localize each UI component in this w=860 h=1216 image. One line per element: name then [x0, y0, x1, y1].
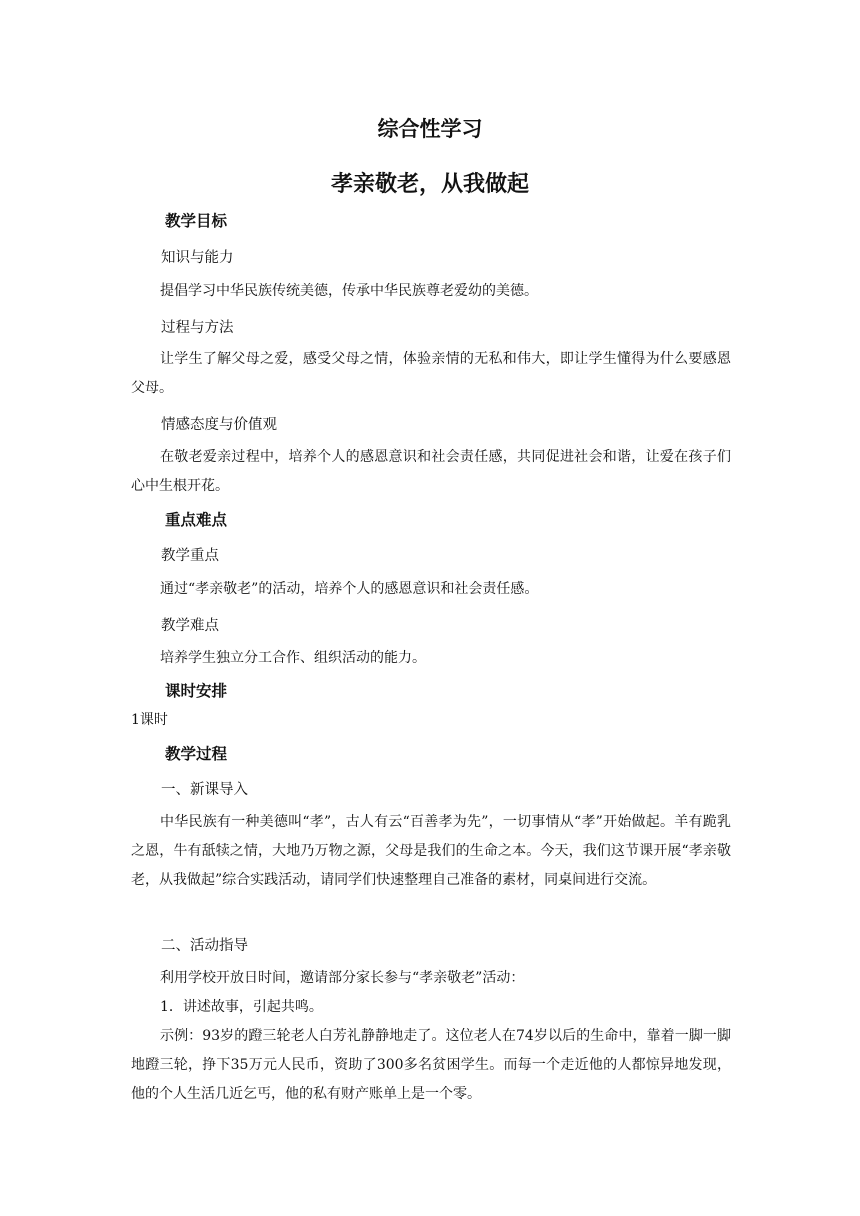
subheading-intro: 一、新课导入 [161, 782, 248, 798]
subheading-key: 教学重点 [161, 548, 219, 564]
subheading-guide: 二、活动指导 [161, 938, 248, 954]
page-subtitle: 孝亲敬老，从我做起 [330, 172, 529, 197]
subheading-knowledge: 知识与能力 [161, 250, 234, 266]
subheading-attitude: 情感态度与价值观 [161, 417, 277, 433]
paragraph-knowledge: 提倡学习中华民族传统美德，传承中华民族尊老爱幼的美德。 [160, 283, 538, 299]
paragraph-key: 通过“孝亲敬老”的活动，培养个人的感恩意识和社会责任感。 [160, 581, 539, 597]
paragraph-example: 示例：93岁的蹬三轮老人白芳礼静静地走了。这位老人在74岁以后的生命中，靠着一脚一脚地蹬三轮，挣下35万元人民币，资助了300多名贫困学生。而每一个走近他的人都惊异地发现，他的个人生活几近乞丐，他的私有财产账单上是一个零。 [131, 1028, 731, 1102]
section-heading-process: 教学过程 [165, 745, 228, 763]
subheading-difficult: 教学难点 [161, 618, 219, 634]
paragraph-attitude: 在敬老爱亲过程中，培养个人的感恩意识和社会责任感，共同促进社会和谐，让爱在孩子们心中生根开花。 [131, 449, 731, 494]
paragraph-hours: 1课时 [131, 712, 168, 728]
paragraph-guide: 利用学校开放日时间，邀请部分家长参与“孝亲敬老”活动： [160, 970, 525, 986]
section-heading-hours: 课时安排 [165, 682, 228, 700]
paragraph-process: 让学生了解父母之爱，感受父母之情，体验亲情的无私和伟大，即让学生懂得为什么要感恩父母。 [131, 351, 731, 396]
paragraph-difficult: 培养学生独立分工合作、组织活动的能力。 [160, 650, 426, 666]
paragraph-step1: 1．讲述故事，引起共鸣。 [160, 999, 323, 1015]
page-title: 综合性学习 [377, 117, 483, 141]
section-heading-objectives: 教学目标 [165, 212, 228, 230]
subheading-process: 过程与方法 [161, 320, 234, 336]
paragraph-intro: 中华民族有一种美德叫“孝”，古人有云“百善孝为先”，一切事情从“孝”开始做起。羊有跪乳之恩，牛有舐犊之情，大地乃万物之源，父母是我们的生命之本。今天，我们这节课开展“孝亲敬老，从我做起”综合实践活动，请同学们快速整理自己准备的素材，同桌间进行交流。 [131, 814, 731, 888]
section-heading-key-points: 重点难点 [165, 511, 228, 529]
